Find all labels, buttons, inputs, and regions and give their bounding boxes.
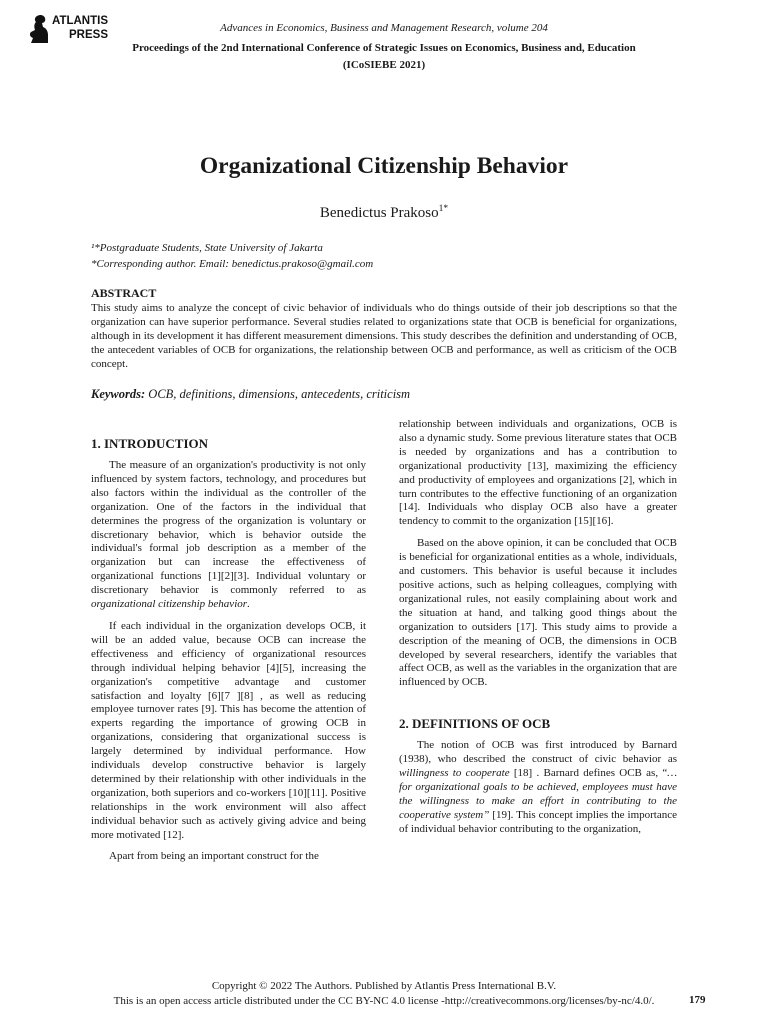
intro-paragraph-3-continued: relationship between individuals and organizations, OCB is also a dynamic study. Some previous literature states that OCB is needed by organizations and has a contribution to organizational productivity [13], maximizing the efficiency and productivity of employees and organizations [2], which in turn contributes to the effective functioning of an organization [14]. Individuals who display OCB also have a greater tendency to commit to the organization [15][16]. xyxy=(399,418,677,528)
definitions-paragraph-1 xyxy=(399,739,677,836)
paper-title: Organizational Citizenship Behavior xyxy=(199,153,569,179)
left-column xyxy=(91,418,366,864)
page-number: 179 xyxy=(689,994,706,1006)
author-superscript: 1* xyxy=(438,204,449,214)
keywords-label: Keywords: xyxy=(91,387,146,401)
intro-p1-emphasis: organizational citizenship behavior xyxy=(91,598,248,611)
author-name: Benedictus Prakoso xyxy=(319,205,439,221)
series-header: Advances in Economics, Business and Management Research, volume 204 xyxy=(220,22,548,34)
affiliation: ¹*Postgraduate Students, State University of Jakarta xyxy=(91,242,323,254)
copyright-notice: Copyright © 2022 The Authors. Published by Atlantis Press International B.V. xyxy=(211,980,557,992)
publisher-name-line2: PRESS xyxy=(69,28,108,41)
right-column xyxy=(399,418,677,837)
page-footer xyxy=(0,979,768,1009)
def-p1-a: The notion of OCB was first introduced by Barnard (1938), who described the construct of civic behavior as xyxy=(399,739,677,766)
intro-p1-text: The measure of an organization's productivity is not only influenced by system factors, technology, and procedures but also factors within the individual as the controller of the organization. One of the factors in the individual that determines the progress of the organization is voluntary or discretionary behavior, which is behavior outside the individual's formal job description as a member of the organization but can increase the effectiveness of organizational functions [1][2][3]. Individual voluntary or discretionary behavior is commonly referred to as xyxy=(91,459,366,597)
publisher-name-line1: ATLANTIS xyxy=(52,15,109,27)
intro-paragraph-1 xyxy=(91,459,366,612)
license-notice: This is an open access article distributed under the CC BY-NC 4.0 license -http://creativecommons.org/licenses/by-nc/4.0/. xyxy=(113,995,655,1007)
section-heading-introduction: 1. INTRODUCTION xyxy=(91,436,209,451)
def-p1-b: [18] . Barnard defines OCB as, “ xyxy=(509,767,668,780)
keywords-text: OCB, definitions, dimensions, antecedents, criticism xyxy=(148,387,411,401)
intro-paragraph-4: Based on the above opinion, it can be concluded that OCB is beneficial for organizational entities as a whole, individuals, and customers. This behavior is useful because it includes positive actions, such as helping colleagues, complying with organizational rules, not easily complaining about work and the situation at hand, and talking good things about the organization to outsiders [17]. This study aims to provide a description of the meaning of OCB, the dimensions in OCB developed by several researchers, identify the variables that affect OCB, as well as the variables in the organization that are influenced by OCB. xyxy=(399,537,677,689)
affiliation-block xyxy=(91,240,373,272)
proceedings-header: Proceedings of the 2nd International Conference of Strategic Issues on Economics, Business and, Education (ICoSIEBE 2021) xyxy=(132,42,636,71)
intro-paragraph-2: If each individual in the organization develops OCB, it will be an added value, because OCB can increase the effectiveness and efficiency of organizational resources through individual helping behavior [4][5], increasing the organization's competitive advantage and customer satisfaction and loyalty [6][7 ][8] , as well as reducing employee turnover rates [9]. This has become the attention of experts regarding the importance of growing OCB in organizations, considering that organizational success is largely determined by individual performance. How individuals develop constructive behavior is largely determined by their relationship with other individuals in the organization, both superiors and co-workers [10][11]. Positive relationships in the work environment will also affect individual behavior such as actively giving advice and being more motivated [12]. xyxy=(91,619,366,841)
intro-paragraph-3: Apart from being an important construct for the xyxy=(109,850,319,863)
corresponding-author: *Corresponding author. Email: benedictus.prakoso@gmail.com xyxy=(91,258,374,270)
abstract-heading: ABSTRACT xyxy=(91,286,157,300)
intro-p1-end: . xyxy=(247,598,250,611)
keywords-line xyxy=(91,387,410,402)
def-p1-emphasis-2: … for organizational goals to be achieved, employees must have the willingness to make an effort in contributing to the cooperative system” xyxy=(399,767,678,821)
def-p1-c: [19]. This concept implies the importance of individual behavior contributing to the organization, xyxy=(399,808,677,835)
section-heading-definitions: 2. DEFINITIONS OF OCB xyxy=(399,716,551,732)
abstract-text: This study aims to analyze the concept of civic behavior of individuals who do things outside of their job descriptions so that the organization can have superior performance. Several studies related to organizations state that OCB is beneficial for organizations, although in its development it has different measurement dimensions. This study describes the definition and understanding of OCB, the antecedent variables of OCB for organizations, the relationship between OCB and performance, as well as criticism of the OCB concept. xyxy=(91,302,677,370)
def-p1-emphasis-1: willingness to cooperate xyxy=(399,767,510,780)
author-line xyxy=(0,204,768,222)
